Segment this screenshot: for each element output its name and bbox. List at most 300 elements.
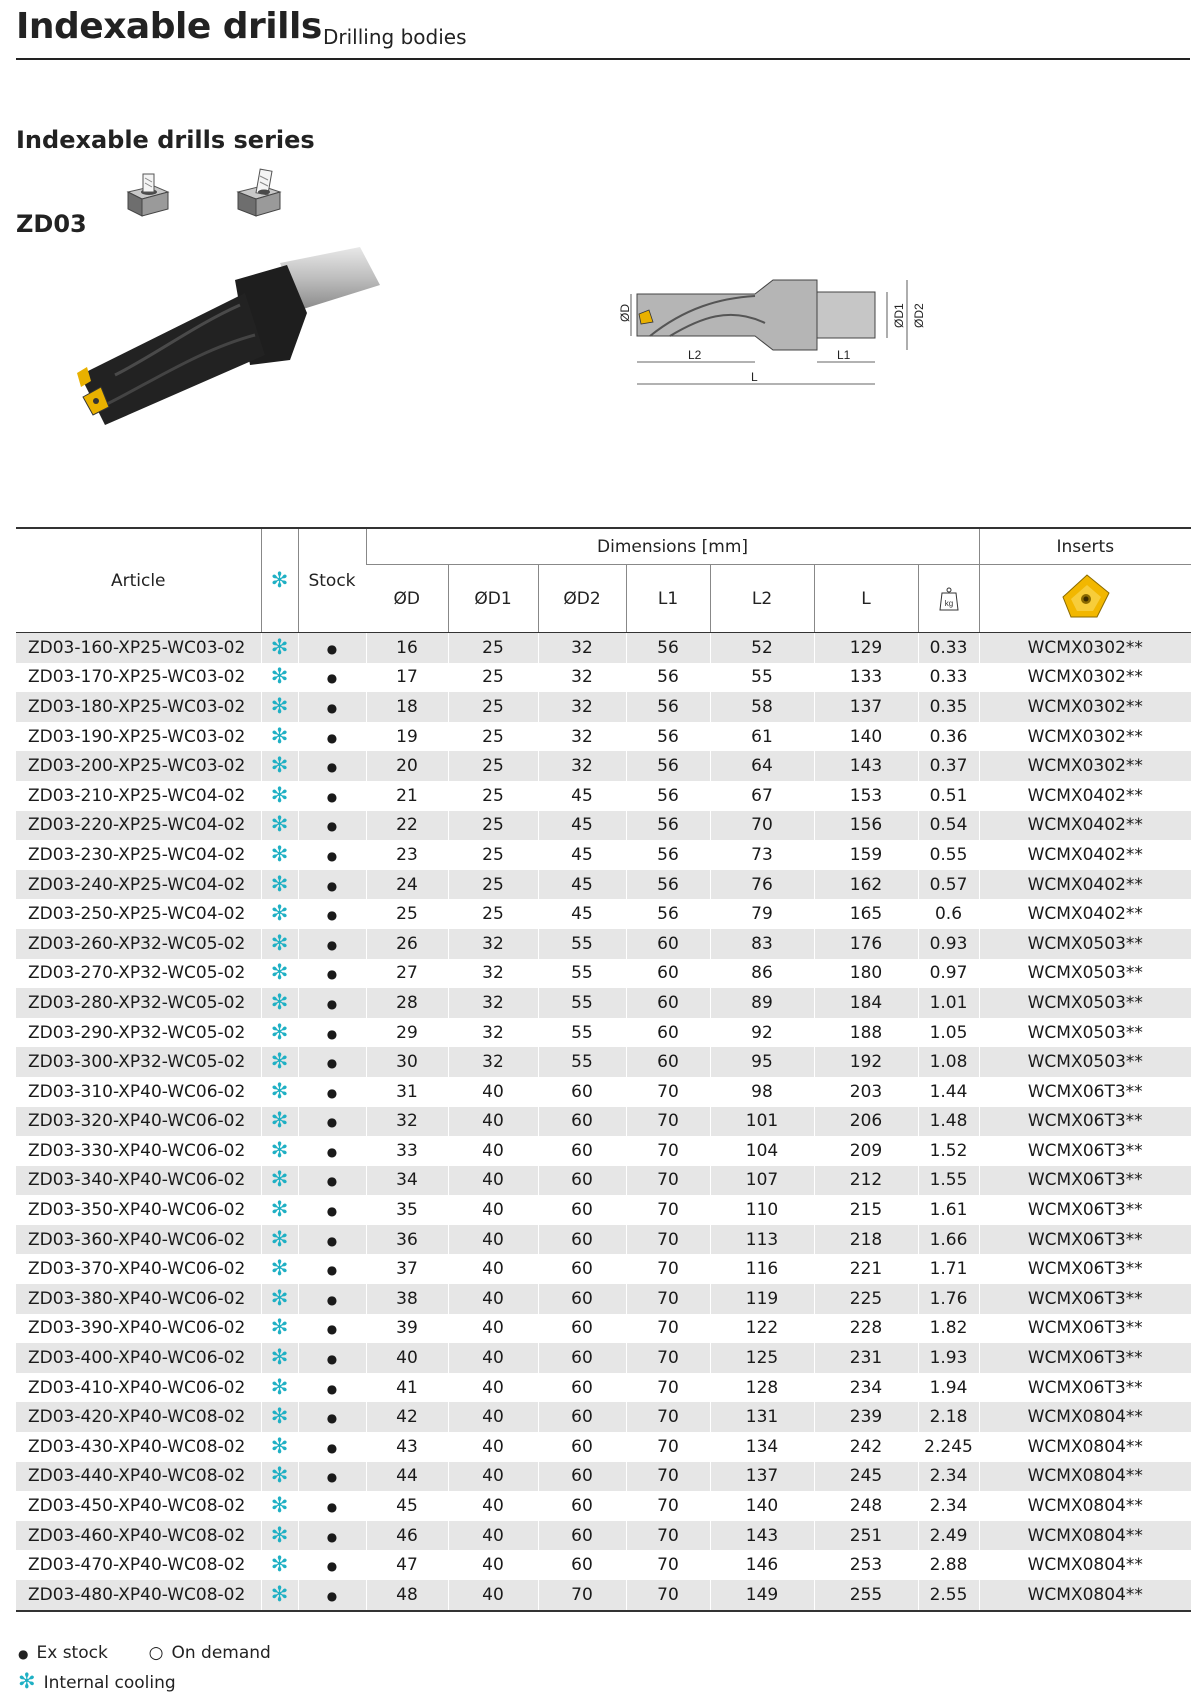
cell-weight: 1.61 (918, 1195, 979, 1225)
weight-kg-icon (939, 587, 959, 611)
cell-d2: 55 (538, 929, 626, 959)
table-row (16, 1166, 1191, 1196)
cell-weight: 0.97 (918, 959, 979, 989)
cell-insert: WCMX0503** (979, 1018, 1191, 1048)
cell-insert: WCMX06T3** (979, 1254, 1191, 1284)
cell-cooling: ✻ (261, 959, 298, 989)
cell-l: 231 (814, 1343, 918, 1373)
cell-d1: 40 (448, 1373, 538, 1403)
cell-stock: ● (298, 1462, 366, 1492)
cell-l2: 131 (710, 1402, 814, 1432)
cell-weight: 0.33 (918, 633, 979, 663)
cell-l1: 70 (626, 1343, 710, 1373)
cell-l: 176 (814, 929, 918, 959)
cell-stock: ● (298, 722, 366, 752)
cell-l: 215 (814, 1195, 918, 1225)
cell-cooling: ✻ (261, 1018, 298, 1048)
cell-l2: 61 (710, 722, 814, 752)
cell-d1: 40 (448, 1432, 538, 1462)
cell-d2: 45 (538, 811, 626, 841)
cell-article: ZD03-370-XP40-WC06-02 (16, 1254, 261, 1284)
cell-cooling: ✻ (261, 1402, 298, 1432)
cell-d1: 25 (448, 870, 538, 900)
cell-l: 192 (814, 1047, 918, 1077)
cell-d1: 40 (448, 1343, 538, 1373)
header-d: ØD (366, 565, 448, 633)
cell-weight: 2.49 (918, 1521, 979, 1551)
cell-insert: WCMX0402** (979, 781, 1191, 811)
cell-insert: WCMX0804** (979, 1550, 1191, 1580)
cell-insert: WCMX0804** (979, 1521, 1191, 1551)
cell-stock: ● (298, 1107, 366, 1137)
cell-article: ZD03-380-XP40-WC06-02 (16, 1284, 261, 1314)
cell-d: 24 (366, 870, 448, 900)
cell-stock: ● (298, 1166, 366, 1196)
cell-l2: 95 (710, 1047, 814, 1077)
cell-insert: WCMX0402** (979, 840, 1191, 870)
indexable-drill-photo (75, 255, 395, 455)
table-row (16, 1018, 1191, 1048)
table-row (16, 929, 1191, 959)
header-cooling-icon: ✻ (261, 528, 298, 633)
table-row (16, 722, 1191, 752)
cell-l1: 70 (626, 1166, 710, 1196)
table-row (16, 781, 1191, 811)
table-row (16, 1107, 1191, 1137)
cell-l1: 60 (626, 988, 710, 1018)
table-row (16, 1314, 1191, 1344)
label-d1: ØD1 (892, 303, 906, 328)
cell-d2: 32 (538, 751, 626, 781)
cell-l2: 92 (710, 1018, 814, 1048)
cell-weight: 0.93 (918, 929, 979, 959)
cell-l: 212 (814, 1166, 918, 1196)
cell-d2: 45 (538, 870, 626, 900)
cell-weight: 1.48 (918, 1107, 979, 1137)
table-row (16, 1047, 1191, 1077)
series-title: Indexable drills series (16, 126, 315, 154)
table-row (16, 1491, 1191, 1521)
cell-article: ZD03-470-XP40-WC08-02 (16, 1550, 261, 1580)
cell-article: ZD03-190-XP25-WC03-02 (16, 722, 261, 752)
cell-l1: 70 (626, 1521, 710, 1551)
cell-d: 48 (366, 1580, 448, 1611)
header-d2: ØD2 (538, 565, 626, 633)
cell-cooling: ✻ (261, 988, 298, 1018)
insert-icon (1057, 573, 1113, 619)
cell-article: ZD03-460-XP40-WC08-02 (16, 1521, 261, 1551)
cell-l1: 60 (626, 1047, 710, 1077)
table-row (16, 899, 1191, 929)
cell-d: 29 (366, 1018, 448, 1048)
cell-l1: 56 (626, 663, 710, 693)
cell-cooling: ✻ (261, 1432, 298, 1462)
header-stock: Stock (298, 528, 366, 633)
cell-cooling: ✻ (261, 840, 298, 870)
cell-d: 36 (366, 1225, 448, 1255)
cell-l: 159 (814, 840, 918, 870)
cell-cooling: ✻ (261, 1225, 298, 1255)
cell-stock: ● (298, 781, 366, 811)
cell-cooling: ✻ (261, 692, 298, 722)
cell-l: 209 (814, 1136, 918, 1166)
cell-article: ZD03-400-XP40-WC06-02 (16, 1343, 261, 1373)
cell-d: 28 (366, 988, 448, 1018)
cell-l: 239 (814, 1402, 918, 1432)
cell-l1: 70 (626, 1284, 710, 1314)
cell-insert: WCMX06T3** (979, 1166, 1191, 1196)
cell-l1: 70 (626, 1462, 710, 1492)
cell-d: 43 (366, 1432, 448, 1462)
cell-weight: 2.34 (918, 1462, 979, 1492)
table-row (16, 1521, 1191, 1551)
table-row (16, 751, 1191, 781)
cell-cooling: ✻ (261, 1491, 298, 1521)
cell-l1: 70 (626, 1580, 710, 1611)
cell-article: ZD03-310-XP40-WC06-02 (16, 1077, 261, 1107)
cell-cooling: ✻ (261, 781, 298, 811)
cell-cooling: ✻ (261, 751, 298, 781)
cell-d: 30 (366, 1047, 448, 1077)
cell-weight: 0.35 (918, 692, 979, 722)
table-row (16, 959, 1191, 989)
cell-d1: 40 (448, 1580, 538, 1611)
cell-d1: 32 (448, 988, 538, 1018)
cell-d: 26 (366, 929, 448, 959)
cell-cooling: ✻ (261, 1462, 298, 1492)
cell-l2: 98 (710, 1077, 814, 1107)
cell-article: ZD03-390-XP40-WC06-02 (16, 1314, 261, 1344)
table-row (16, 1136, 1191, 1166)
cell-weight: 0.51 (918, 781, 979, 811)
cell-l: 234 (814, 1373, 918, 1403)
header-l1: L1 (626, 565, 710, 633)
cell-d: 35 (366, 1195, 448, 1225)
cell-weight: 1.82 (918, 1314, 979, 1344)
cell-d1: 25 (448, 781, 538, 811)
table-row (16, 1373, 1191, 1403)
cell-d: 21 (366, 781, 448, 811)
cell-d2: 60 (538, 1373, 626, 1403)
cell-d1: 40 (448, 1136, 538, 1166)
drill-table (16, 527, 1191, 1612)
cell-cooling: ✻ (261, 1047, 298, 1077)
cell-d1: 40 (448, 1284, 538, 1314)
cell-d: 39 (366, 1314, 448, 1344)
cell-d1: 40 (448, 1107, 538, 1137)
cell-article: ZD03-360-XP40-WC06-02 (16, 1225, 261, 1255)
cell-cooling: ✻ (261, 1550, 298, 1580)
cell-cooling: ✻ (261, 1343, 298, 1373)
cell-insert: WCMX06T3** (979, 1314, 1191, 1344)
cell-article: ZD03-330-XP40-WC06-02 (16, 1136, 261, 1166)
cell-d1: 40 (448, 1550, 538, 1580)
header-article: Article (16, 528, 261, 633)
cell-d2: 45 (538, 840, 626, 870)
cell-article: ZD03-210-XP25-WC04-02 (16, 781, 261, 811)
cell-d2: 60 (538, 1314, 626, 1344)
cell-l2: 76 (710, 870, 814, 900)
table-row (16, 1077, 1191, 1107)
cell-l2: 110 (710, 1195, 814, 1225)
cell-insert: WCMX06T3** (979, 1107, 1191, 1137)
cell-l2: 104 (710, 1136, 814, 1166)
cell-insert: WCMX0302** (979, 692, 1191, 722)
cell-insert: WCMX06T3** (979, 1284, 1191, 1314)
cell-l: 143 (814, 751, 918, 781)
cell-d1: 32 (448, 959, 538, 989)
cell-stock: ● (298, 692, 366, 722)
cell-l: 162 (814, 870, 918, 900)
drill-table-body (16, 633, 1191, 1611)
cell-insert: WCMX0302** (979, 663, 1191, 693)
blind-hole-block-icon (236, 168, 282, 218)
cell-d2: 60 (538, 1077, 626, 1107)
ex-stock-symbol: ● (18, 1647, 29, 1661)
cell-l2: 67 (710, 781, 814, 811)
legend-stock (18, 1643, 271, 1663)
cell-l2: 134 (710, 1432, 814, 1462)
table-row (16, 870, 1191, 900)
cell-d: 23 (366, 840, 448, 870)
cell-stock: ● (298, 1432, 366, 1462)
cell-l1: 56 (626, 811, 710, 841)
cell-insert: WCMX06T3** (979, 1136, 1191, 1166)
cell-article: ZD03-480-XP40-WC08-02 (16, 1580, 261, 1611)
cell-insert: WCMX0302** (979, 633, 1191, 663)
cell-l2: 143 (710, 1521, 814, 1551)
cell-article: ZD03-410-XP40-WC06-02 (16, 1373, 261, 1403)
cell-l: 203 (814, 1077, 918, 1107)
cell-weight: 1.94 (918, 1373, 979, 1403)
cell-d2: 60 (538, 1550, 626, 1580)
on-demand-label: On demand (171, 1643, 271, 1663)
cell-article: ZD03-300-XP32-WC05-02 (16, 1047, 261, 1077)
cell-d: 37 (366, 1254, 448, 1284)
label-d2: ØD2 (912, 303, 926, 328)
cell-l1: 56 (626, 899, 710, 929)
cell-d: 42 (366, 1402, 448, 1432)
cell-stock: ● (298, 870, 366, 900)
cell-l: 140 (814, 722, 918, 752)
table-row (16, 1580, 1191, 1611)
cell-l1: 70 (626, 1402, 710, 1432)
cell-l1: 56 (626, 781, 710, 811)
cell-l2: 79 (710, 899, 814, 929)
cell-l2: 70 (710, 811, 814, 841)
cell-d1: 40 (448, 1166, 538, 1196)
cell-d2: 32 (538, 692, 626, 722)
label-d: ØD (618, 304, 632, 322)
cell-stock: ● (298, 811, 366, 841)
cell-l1: 56 (626, 692, 710, 722)
cell-stock: ● (298, 1580, 366, 1611)
cell-insert: WCMX0402** (979, 899, 1191, 929)
cell-insert: WCMX0302** (979, 751, 1191, 781)
cell-l1: 70 (626, 1077, 710, 1107)
table-row (16, 1284, 1191, 1314)
table-row (16, 840, 1191, 870)
table-row (16, 811, 1191, 841)
cell-stock: ● (298, 899, 366, 929)
cell-l2: 116 (710, 1254, 814, 1284)
cell-stock: ● (298, 1373, 366, 1403)
cell-article: ZD03-260-XP32-WC05-02 (16, 929, 261, 959)
cell-article: ZD03-200-XP25-WC03-02 (16, 751, 261, 781)
cell-stock: ● (298, 1550, 366, 1580)
header-inserts: Inserts (979, 528, 1191, 565)
cell-l1: 60 (626, 1018, 710, 1048)
cell-l2: 137 (710, 1462, 814, 1492)
cell-d2: 60 (538, 1284, 626, 1314)
cell-cooling: ✻ (261, 1580, 298, 1611)
cell-l: 253 (814, 1550, 918, 1580)
cell-l1: 60 (626, 959, 710, 989)
cell-d2: 60 (538, 1195, 626, 1225)
cell-d: 22 (366, 811, 448, 841)
cell-weight: 0.33 (918, 663, 979, 693)
cell-cooling: ✻ (261, 1314, 298, 1344)
cell-weight: 2.55 (918, 1580, 979, 1611)
cell-stock: ● (298, 1402, 366, 1432)
cell-cooling: ✻ (261, 870, 298, 900)
cell-l: 180 (814, 959, 918, 989)
cell-d2: 60 (538, 1462, 626, 1492)
cell-d: 46 (366, 1521, 448, 1551)
cell-l2: 149 (710, 1580, 814, 1611)
cell-d1: 25 (448, 840, 538, 870)
cell-weight: 1.44 (918, 1077, 979, 1107)
header-weight (918, 565, 979, 633)
header-d1: ØD1 (448, 565, 538, 633)
cell-l1: 70 (626, 1254, 710, 1284)
cell-article: ZD03-420-XP40-WC08-02 (16, 1402, 261, 1432)
cell-d: 44 (366, 1462, 448, 1492)
table-row (16, 633, 1191, 663)
cell-insert: WCMX0503** (979, 1047, 1191, 1077)
cell-insert: WCMX0804** (979, 1491, 1191, 1521)
cell-article: ZD03-220-XP25-WC04-02 (16, 811, 261, 841)
cell-l1: 56 (626, 722, 710, 752)
cell-l2: 140 (710, 1491, 814, 1521)
cell-l2: 55 (710, 663, 814, 693)
cell-d2: 45 (538, 781, 626, 811)
cell-weight: 0.54 (918, 811, 979, 841)
cell-d: 33 (366, 1136, 448, 1166)
cell-cooling: ✻ (261, 1077, 298, 1107)
cell-insert: WCMX0402** (979, 870, 1191, 900)
cell-l2: 83 (710, 929, 814, 959)
cell-d2: 32 (538, 663, 626, 693)
cell-weight: 0.6 (918, 899, 979, 929)
header-dimensions: Dimensions [mm] (366, 528, 979, 565)
cell-weight: 1.52 (918, 1136, 979, 1166)
cell-cooling: ✻ (261, 722, 298, 752)
cell-stock: ● (298, 1521, 366, 1551)
cell-d2: 70 (538, 1580, 626, 1611)
cell-d1: 25 (448, 899, 538, 929)
cell-l2: 86 (710, 959, 814, 989)
cell-weight: 1.93 (918, 1343, 979, 1373)
cell-d: 17 (366, 663, 448, 693)
cell-weight: 2.18 (918, 1402, 979, 1432)
table-row (16, 1254, 1191, 1284)
table-row (16, 663, 1191, 693)
cell-article: ZD03-250-XP25-WC04-02 (16, 899, 261, 929)
cell-stock: ● (298, 988, 366, 1018)
cell-l1: 70 (626, 1314, 710, 1344)
cell-d: 47 (366, 1550, 448, 1580)
cell-d2: 55 (538, 988, 626, 1018)
table-row (16, 1225, 1191, 1255)
cell-insert: WCMX0302** (979, 722, 1191, 752)
header-l: L (814, 565, 918, 633)
cell-d: 25 (366, 899, 448, 929)
cell-d2: 60 (538, 1166, 626, 1196)
cell-stock: ● (298, 1077, 366, 1107)
cell-stock: ● (298, 751, 366, 781)
cell-d1: 40 (448, 1225, 538, 1255)
table-row (16, 1195, 1191, 1225)
cell-l1: 70 (626, 1225, 710, 1255)
cell-stock: ● (298, 840, 366, 870)
cell-d2: 60 (538, 1225, 626, 1255)
cell-insert: WCMX0804** (979, 1462, 1191, 1492)
svg-text:kg: kg (944, 598, 953, 608)
cell-stock: ● (298, 1284, 366, 1314)
cell-d: 18 (366, 692, 448, 722)
cell-l: 165 (814, 899, 918, 929)
cell-article: ZD03-270-XP32-WC05-02 (16, 959, 261, 989)
cell-l1: 56 (626, 870, 710, 900)
cell-d1: 40 (448, 1077, 538, 1107)
page-title: Indexable drills (16, 6, 322, 47)
cell-cooling: ✻ (261, 811, 298, 841)
cell-l: 156 (814, 811, 918, 841)
cell-cooling: ✻ (261, 1136, 298, 1166)
cell-weight: 1.76 (918, 1284, 979, 1314)
cell-d: 32 (366, 1107, 448, 1137)
cell-cooling: ✻ (261, 899, 298, 929)
cell-l: 242 (814, 1432, 918, 1462)
legend-cooling (18, 1671, 176, 1693)
cell-l2: 125 (710, 1343, 814, 1373)
cell-stock: ● (298, 1195, 366, 1225)
cell-insert: WCMX06T3** (979, 1373, 1191, 1403)
cell-article: ZD03-170-XP25-WC03-02 (16, 663, 261, 693)
cell-l1: 70 (626, 1136, 710, 1166)
cell-cooling: ✻ (261, 1284, 298, 1314)
cell-l2: 128 (710, 1373, 814, 1403)
cell-l1: 70 (626, 1432, 710, 1462)
cell-l: 137 (814, 692, 918, 722)
cell-insert: WCMX0804** (979, 1432, 1191, 1462)
cell-cooling: ✻ (261, 663, 298, 693)
cell-stock: ● (298, 1225, 366, 1255)
cell-d: 41 (366, 1373, 448, 1403)
cell-d: 31 (366, 1077, 448, 1107)
cell-article: ZD03-340-XP40-WC06-02 (16, 1166, 261, 1196)
cell-weight: 0.55 (918, 840, 979, 870)
cell-article: ZD03-350-XP40-WC06-02 (16, 1195, 261, 1225)
table-row (16, 1432, 1191, 1462)
internal-cooling-icon: ✻ (18, 1669, 36, 1693)
cell-cooling: ✻ (261, 1254, 298, 1284)
cell-cooling: ✻ (261, 633, 298, 663)
cell-d: 40 (366, 1343, 448, 1373)
cell-l2: 52 (710, 633, 814, 663)
cell-weight: 1.08 (918, 1047, 979, 1077)
